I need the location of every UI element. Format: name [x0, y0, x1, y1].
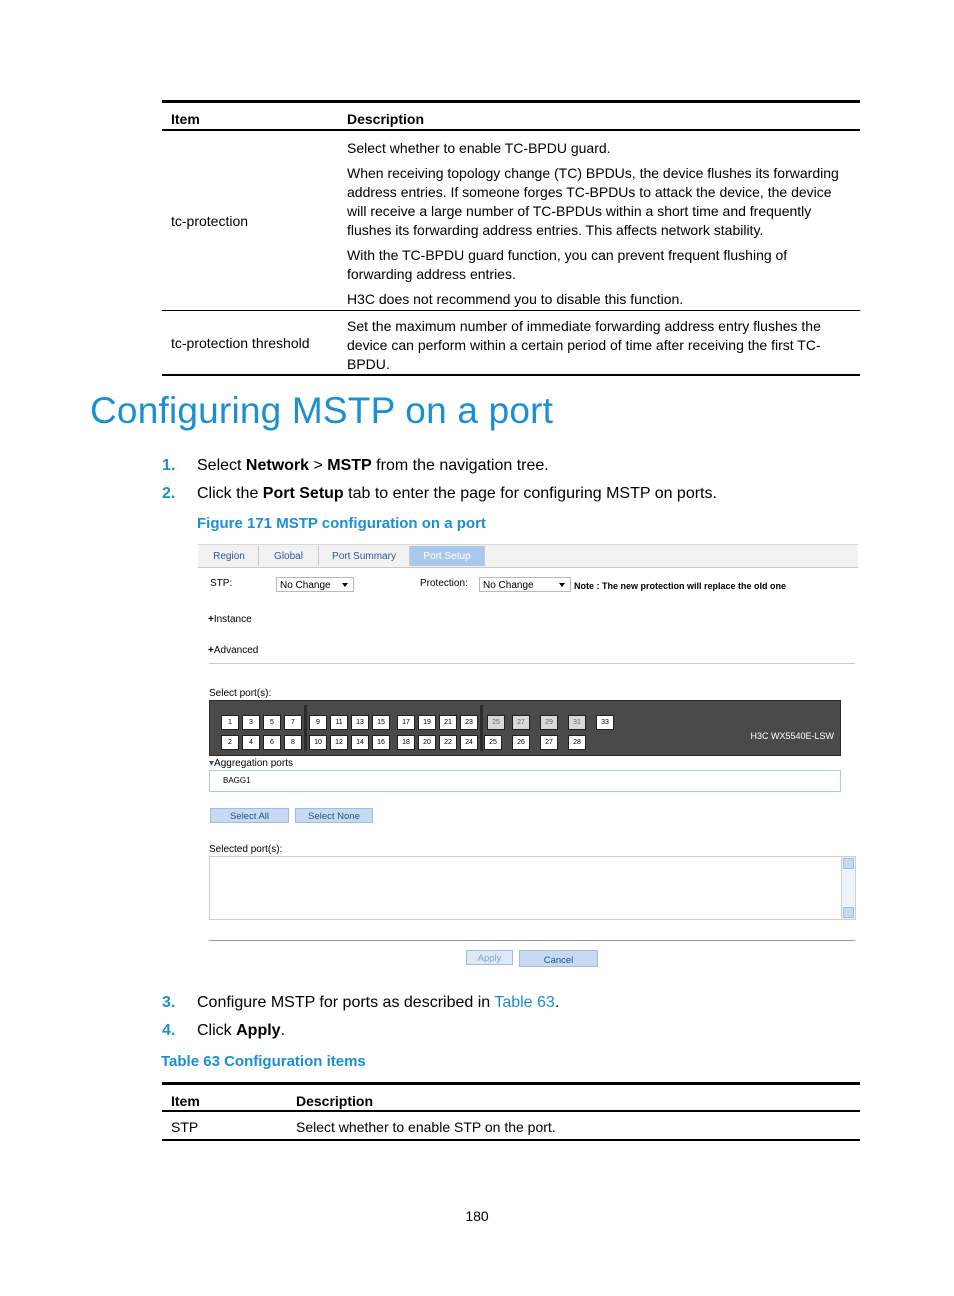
port-26[interactable]: 26	[512, 735, 530, 750]
port-25[interactable]: 25	[487, 715, 505, 730]
port-6[interactable]: 6	[263, 735, 281, 750]
stp-label: STP:	[210, 578, 233, 589]
port-33[interactable]: 33	[596, 715, 614, 730]
step-number: 3.	[162, 994, 176, 1011]
protection-select-value: No Change	[483, 580, 534, 591]
desc-paragraph: Select whether to enable TC-BPDU guard.	[347, 140, 611, 156]
port-1[interactable]: 1	[221, 715, 239, 730]
port-8[interactable]: 8	[284, 735, 302, 750]
scroll-up-icon[interactable]	[843, 858, 854, 869]
port-group-separator	[304, 705, 307, 751]
table-63-link[interactable]: Table 63	[494, 994, 555, 1011]
select-none-button[interactable]: Select None	[295, 808, 373, 823]
selected-ports-list[interactable]	[209, 856, 856, 920]
port-group-separator	[480, 705, 483, 751]
row-description	[338, 130, 860, 311]
step-text: Click the Port Setup tab to enter the page for configuring MSTP on ports.	[197, 485, 717, 502]
step-text: Configure MSTP for ports as described in Table 63.	[197, 994, 560, 1011]
port-13[interactable]: 13	[351, 715, 369, 730]
aggregation-label: Aggregation ports	[214, 758, 293, 769]
tab-bar	[198, 544, 858, 568]
col-header-item: Item	[162, 103, 338, 130]
desc-paragraph: H3C does not recommend you to disable this function.	[347, 291, 684, 307]
section-title: Configuring MSTP on a port	[90, 390, 554, 431]
port-27[interactable]: 27	[512, 715, 530, 730]
port-21[interactable]: 21	[439, 715, 457, 730]
protection-select[interactable]	[479, 577, 571, 592]
port-29[interactable]: 29	[540, 715, 558, 730]
select-ports-label: Select port(s):	[209, 688, 272, 699]
table-row	[162, 1111, 860, 1140]
step-text: Select Network > MSTP from the navigation tree.	[197, 457, 549, 474]
tab-port-summary[interactable]: Port Summary	[319, 546, 410, 566]
port-3[interactable]: 3	[242, 715, 260, 730]
aggregation-port-bagg1[interactable]: BAGG1	[223, 776, 251, 785]
port-17[interactable]: 17	[397, 715, 415, 730]
port-22[interactable]: 22	[439, 735, 457, 750]
col-header-description: Description	[287, 1085, 860, 1111]
table-row	[162, 311, 860, 376]
port-2[interactable]: 2	[221, 735, 239, 750]
port-27-bottom[interactable]: 27	[540, 735, 558, 750]
port-28[interactable]: 28	[568, 735, 586, 750]
port-4[interactable]: 4	[242, 735, 260, 750]
step-text: Click Apply.	[197, 1022, 286, 1039]
scroll-down-icon[interactable]	[843, 907, 854, 918]
row-item: STP	[162, 1111, 287, 1140]
aggregation-ports-box	[209, 770, 841, 792]
col-header-item: Item	[162, 1085, 287, 1111]
port-5[interactable]: 5	[263, 715, 281, 730]
selected-ports-label: Selected port(s):	[209, 844, 283, 855]
step-number: 4.	[162, 1022, 176, 1039]
desc-paragraph: With the TC-BPDU guard function, you can prevent frequent flushing of forwarding address entries.	[347, 247, 788, 282]
step-number: 1.	[162, 457, 176, 474]
col-header-description: Description	[338, 103, 860, 130]
port-7[interactable]: 7	[284, 715, 302, 730]
table-row	[162, 130, 860, 311]
port-23[interactable]: 23	[460, 715, 478, 730]
row-item: tc-protection	[171, 212, 249, 229]
row-description	[338, 311, 860, 376]
plus-icon: +	[208, 645, 214, 656]
stp-select-value: No Change	[280, 580, 331, 591]
desc-paragraph: Set the maximum number of immediate forwarding address entry flushes the device can perform within a certain period of time after receiving the first TC-BPDU.	[347, 318, 821, 372]
config-table-top	[162, 103, 860, 376]
switch-model-label: H3C WX5540E-LSW	[750, 731, 834, 741]
protection-label: Protection:	[420, 578, 468, 589]
row-item: tc-protection threshold	[171, 334, 310, 351]
tab-port-setup[interactable]: Port Setup	[410, 546, 485, 566]
divider	[209, 663, 855, 664]
port-31[interactable]: 31	[568, 715, 586, 730]
triangle-down-icon: ▾	[209, 758, 215, 769]
port-16[interactable]: 16	[372, 735, 390, 750]
protection-note: Note : The new protection will replace the old one	[574, 581, 787, 591]
chevron-down-icon	[342, 583, 348, 587]
advanced-label: Advanced	[213, 645, 259, 656]
page-number: 180	[465, 1208, 489, 1224]
port-14[interactable]: 14	[351, 735, 369, 750]
tab-region[interactable]: Region	[200, 546, 259, 566]
port-19[interactable]: 19	[418, 715, 436, 730]
port-18[interactable]: 18	[397, 735, 415, 750]
select-all-button[interactable]: Select All	[210, 808, 289, 823]
port-9[interactable]: 9	[309, 715, 327, 730]
table-caption: Table 63 Configuration items	[161, 1053, 366, 1070]
step-number: 2.	[162, 485, 176, 502]
config-table-63	[162, 1085, 860, 1141]
port-15[interactable]: 15	[372, 715, 390, 730]
aggregation-toggle[interactable]	[209, 758, 293, 769]
instance-expander[interactable]	[208, 614, 252, 625]
chevron-down-icon	[559, 583, 565, 587]
port-20[interactable]: 20	[418, 735, 436, 750]
advanced-expander[interactable]	[208, 645, 258, 656]
port-10[interactable]: 10	[309, 735, 327, 750]
switch-port-panel	[209, 700, 841, 756]
instance-label: Instance	[213, 614, 252, 625]
tab-global[interactable]: Global	[259, 546, 319, 566]
mstp-port-setup-screenshot	[198, 544, 858, 972]
cancel-button[interactable]: Cancel	[519, 950, 598, 967]
port-12[interactable]: 12	[330, 735, 348, 750]
desc-paragraph: When receiving topology change (TC) BPDUs, the device flushes its forwarding address entries. If someone forges TC-BPDUs to attack the device, the device will receive a large number of TC-BPDUs within a short time and frequently flushes its forwarding address entries. This affects network stability.	[347, 165, 839, 238]
port-11[interactable]: 11	[330, 715, 348, 730]
stp-select[interactable]	[276, 577, 354, 592]
port-25-bottom[interactable]: 25	[484, 735, 502, 750]
figure-caption: Figure 171 MSTP configuration on a port	[197, 515, 486, 532]
divider	[209, 940, 855, 941]
plus-icon: +	[208, 614, 214, 625]
scrollbar[interactable]	[841, 857, 855, 919]
apply-button[interactable]: Apply	[466, 950, 513, 965]
port-24[interactable]: 24	[460, 735, 478, 750]
row-description: Select whether to enable STP on the port.	[287, 1111, 860, 1140]
